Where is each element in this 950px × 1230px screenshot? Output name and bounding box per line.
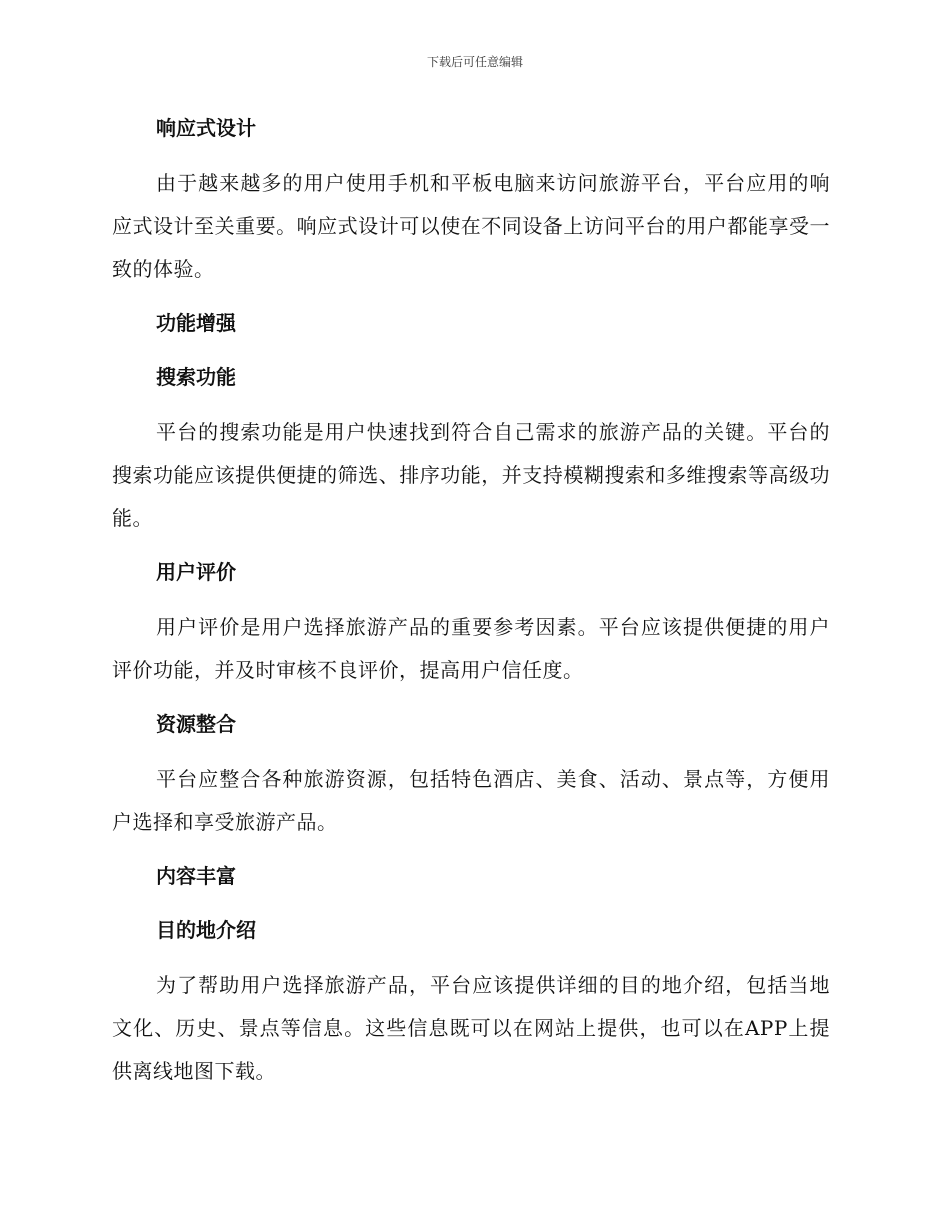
section-heading-search: 搜索功能 <box>156 365 236 389</box>
section-heading-feature-enhancement: 功能增强 <box>156 311 236 335</box>
document-body <box>112 108 830 1105</box>
section-heading-rich-content: 内容丰富 <box>156 864 236 888</box>
page-header: 下载后可任意编辑 <box>426 55 523 69</box>
section-heading-resource-integration: 资源整合 <box>156 712 236 736</box>
section-heading-responsive-design: 响应式设计 <box>156 116 256 140</box>
paragraph-search: 平台的搜索功能是用户快速找到符合自己需求的旅游产品的关键。平台的搜索功能应该提供便捷的筛选、排序功能，并支持模糊搜索和多维搜索等高级功能。 <box>112 420 830 530</box>
paragraph-user-reviews: 用户评价是用户选择旅游产品的重要参考因素。平台应该提供便捷的用户评价功能，并及时审核不良评价，提高用户信任度。 <box>112 615 830 682</box>
paragraph-destination-intro: 为了帮助用户选择旅游产品，平台应该提供详细的目的地介绍，包括当地文化、历史、景点等信息。这些信息既可以在网站上提供，也可以在APP上提供离线地图下载。 <box>112 973 830 1083</box>
paragraph-responsive-design: 由于越来越多的用户使用手机和平板电脑来访问旅游平台，平台应用的响应式设计至关重要。响应式设计可以使在不同设备上访问平台的用户都能享受一致的体验。 <box>112 171 830 281</box>
section-heading-destination-intro: 目的地介绍 <box>156 918 256 942</box>
section-heading-user-reviews: 用户评价 <box>156 560 236 584</box>
paragraph-resource-integration: 平台应整合各种旅游资源，包括特色酒店、美食、活动、景点等，方便用户选择和享受旅游产品。 <box>112 767 830 834</box>
